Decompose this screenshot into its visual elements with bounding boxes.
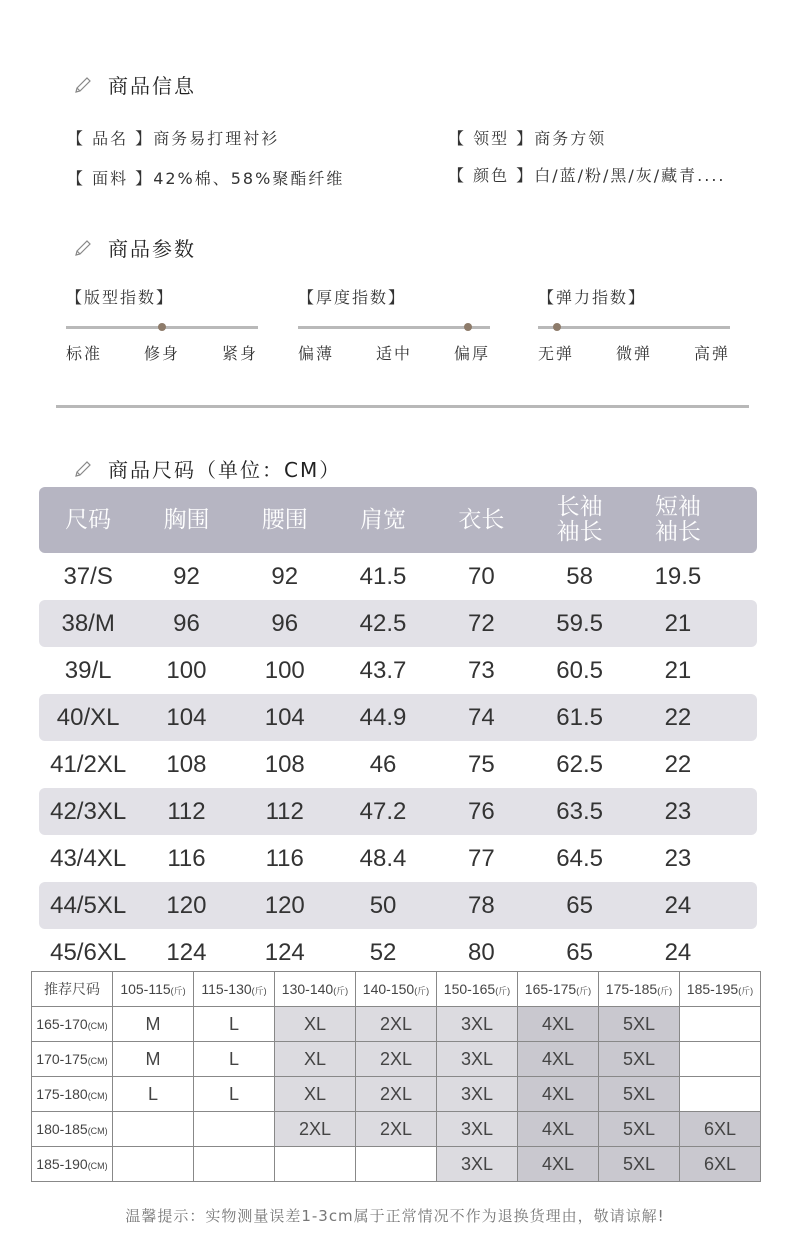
meter-track (66, 326, 258, 329)
collar-row (448, 126, 606, 149)
height-range: 185-190 (36, 1156, 88, 1172)
size-cell: 75 (467, 750, 495, 778)
size-cell: 22 (664, 750, 692, 778)
size-cell: 23 (664, 797, 692, 825)
pencil-icon (72, 237, 94, 259)
recommend-row (32, 1077, 761, 1112)
recommend-cell: 5XL (599, 1042, 680, 1077)
size-cell: 77 (467, 844, 495, 872)
recommend-cell: 3XL (437, 1112, 518, 1147)
size-section-title-text: 商品尺码（单位：CM） (108, 458, 342, 482)
meter-track (298, 326, 490, 329)
height-range: 180-185 (36, 1121, 88, 1137)
meter-track (538, 326, 730, 329)
weight-unit: (斤) (333, 986, 349, 996)
recommend-cell: 5XL (599, 1007, 680, 1042)
size-row (39, 694, 757, 741)
size-row (39, 929, 757, 976)
weight-header-cell (437, 972, 518, 1007)
size-cell: 65 (566, 938, 593, 966)
size-cell: 61.5 (556, 703, 603, 731)
size-cell: 63.5 (556, 797, 603, 825)
recommend-cell: 5XL (599, 1077, 680, 1112)
name-label: 【 品名 】 (67, 129, 154, 148)
size-cell: 80 (467, 938, 495, 966)
recommend-cell: 4XL (518, 1007, 599, 1042)
size-cell: 37/S (63, 562, 113, 590)
height-unit: (CM) (87, 1126, 108, 1136)
recommend-cell (194, 1147, 275, 1182)
weight-range: 140-150 (362, 981, 415, 997)
size-cell: 44/5XL (50, 891, 127, 919)
size-row (39, 647, 757, 694)
product-params-title (72, 233, 196, 262)
meter-label: 偏厚 (453, 344, 490, 363)
size-cell: 42.5 (359, 609, 407, 637)
size-cell: 43/4XL (50, 844, 127, 872)
color-value: 白/蓝/粉/黑/灰/藏青.... (534, 166, 726, 185)
size-cell: 42/3XL (50, 797, 127, 825)
meter-label: 高弹 (693, 344, 730, 363)
size-table-body (39, 553, 757, 976)
size-cell: 74 (467, 703, 495, 731)
height-cell (32, 1077, 113, 1112)
size-cell: 19.5 (654, 562, 702, 590)
meter-label: 紧身 (221, 344, 258, 363)
recommend-cell: M (113, 1042, 194, 1077)
recommend-cell: 3XL (437, 1042, 518, 1077)
weight-range: 150-165 (443, 981, 496, 997)
height-unit: (CM) (87, 1021, 108, 1031)
recommend-cell: XL (275, 1042, 356, 1077)
size-cell: 43.7 (359, 656, 407, 684)
size-cell: 22 (664, 703, 692, 731)
size-cell: 41.5 (359, 562, 407, 590)
pencil-icon (72, 458, 94, 480)
product-params-title-text: 商品参数 (108, 237, 196, 261)
size-table-header (39, 487, 757, 553)
size-cell: 92 (271, 562, 299, 590)
size-header-cell: 肩宽 (360, 506, 407, 533)
size-cell: 24 (664, 891, 692, 919)
name-row (67, 126, 279, 149)
size-cell: 72 (467, 609, 495, 637)
fit-meter (66, 285, 266, 364)
size-cell: 44.9 (359, 703, 407, 731)
size-cell: 120 (264, 891, 305, 919)
recommend-cell: 6XL (680, 1112, 761, 1147)
size-cell: 41/2XL (50, 750, 127, 778)
size-header-cell: 长袖 袖长 (556, 494, 603, 545)
recommend-row (32, 1112, 761, 1147)
height-range: 170-175 (36, 1051, 88, 1067)
size-header-cell: 衣长 (458, 506, 505, 533)
size-cell: 104 (166, 703, 207, 731)
recommend-cell: 4XL (518, 1042, 599, 1077)
size-cell: 78 (467, 891, 495, 919)
recommend-cell (113, 1147, 194, 1182)
recommend-cell: L (194, 1007, 275, 1042)
size-cell: 92 (173, 562, 200, 590)
name-value: 商务易打理衬衫 (153, 129, 280, 148)
recommend-cell: 6XL (680, 1147, 761, 1182)
recommend-cell (680, 1042, 761, 1077)
height-unit: (CM) (87, 1091, 108, 1101)
meter-title: 【版型指数】 (66, 288, 175, 307)
height-cell (32, 1147, 113, 1182)
size-row (39, 741, 757, 788)
size-row (39, 600, 757, 647)
meter-label: 偏薄 (298, 344, 335, 363)
recommend-cell: 2XL (356, 1077, 437, 1112)
meter-label: 微弹 (615, 344, 652, 363)
weight-unit: (斤) (576, 986, 592, 996)
meter-label: 修身 (143, 344, 180, 363)
size-cell: 65 (566, 891, 593, 919)
size-cell: 58 (566, 562, 593, 590)
recommend-cell: 2XL (275, 1112, 356, 1147)
fabric-row (67, 166, 344, 189)
size-cell: 23 (664, 844, 692, 872)
weight-unit: (斤) (495, 986, 511, 996)
weight-header-cell (680, 972, 761, 1007)
size-row (39, 788, 757, 835)
size-cell: 112 (167, 797, 206, 825)
recommend-cell: 3XL (437, 1147, 518, 1182)
size-cell: 96 (271, 609, 299, 637)
weight-range: 105-115 (120, 981, 171, 997)
size-cell: 100 (166, 656, 207, 684)
weight-unit: (斤) (657, 986, 673, 996)
recommend-cell: 4XL (518, 1147, 599, 1182)
size-header-cell: 腰围 (261, 506, 308, 533)
size-cell: 48.4 (359, 844, 407, 872)
height-range: 175-180 (36, 1086, 88, 1102)
size-cell: 46 (369, 750, 397, 778)
weight-range: 175-185 (605, 981, 658, 997)
recommend-cell: 2XL (356, 1112, 437, 1147)
thickness-meter (298, 285, 498, 364)
recommend-table (31, 971, 761, 1182)
weight-unit: (斤) (738, 986, 754, 996)
meter-title: 【弹力指数】 (538, 288, 647, 307)
fabric-value: 42%棉、58%聚酯纤维 (153, 169, 345, 188)
size-cell: 59.5 (556, 609, 603, 637)
size-header-cell: 尺码 (65, 506, 112, 533)
size-cell: 45/6XL (50, 938, 127, 966)
size-cell: 73 (467, 656, 495, 684)
recommend-cell (275, 1147, 356, 1182)
size-cell: 116 (167, 844, 206, 872)
size-section-title (72, 454, 341, 483)
size-cell: 108 (166, 750, 207, 778)
size-cell: 24 (664, 938, 692, 966)
recommend-cell: M (113, 1007, 194, 1042)
size-cell: 124 (264, 938, 305, 966)
height-cell (32, 1042, 113, 1077)
footer-note: 温馨提示：实物测量误差1-3cm属于正常情况不作为退换货理由，敬请谅解! (125, 1207, 665, 1225)
meter-dot (464, 323, 472, 331)
size-cell: 108 (264, 750, 305, 778)
weight-header-cell (275, 972, 356, 1007)
height-unit: (CM) (87, 1056, 108, 1066)
size-cell: 21 (664, 609, 692, 637)
product-info-title-text: 商品信息 (108, 74, 196, 98)
recommend-cell (356, 1147, 437, 1182)
recommend-cell: 5XL (599, 1147, 680, 1182)
height-range: 165-170 (36, 1016, 88, 1032)
recommend-cell: 2XL (356, 1042, 437, 1077)
recommend-header-row (32, 972, 761, 1007)
recommend-cell (680, 1077, 761, 1112)
recommend-cell: L (113, 1077, 194, 1112)
meter-label: 适中 (375, 344, 412, 363)
recommend-cell: 4XL (518, 1077, 599, 1112)
recommend-row (32, 1042, 761, 1077)
size-header-cell: 短袖 袖长 (654, 494, 701, 545)
recommend-row (32, 1147, 761, 1182)
meter-label: 标准 (66, 344, 103, 363)
weight-header-cell (518, 972, 599, 1007)
size-cell: 64.5 (556, 844, 603, 872)
pencil-icon (72, 74, 94, 96)
weight-header-cell (599, 972, 680, 1007)
size-cell: 47.2 (359, 797, 407, 825)
size-cell: 104 (264, 703, 305, 731)
weight-range: 185-195 (686, 981, 739, 997)
recommend-cell: 2XL (356, 1007, 437, 1042)
recommend-cell: 3XL (437, 1077, 518, 1112)
size-row (39, 835, 757, 882)
size-cell: 120 (166, 891, 207, 919)
meter-label: 无弹 (538, 344, 575, 363)
size-cell: 40/XL (56, 703, 120, 731)
section-divider (56, 405, 749, 408)
size-cell: 62.5 (556, 750, 603, 778)
size-cell: 70 (467, 562, 495, 590)
recommend-cell (194, 1112, 275, 1147)
recommend-cell (113, 1112, 194, 1147)
size-cell: 116 (265, 844, 304, 872)
size-cell: 21 (664, 656, 692, 684)
weight-unit: (斤) (251, 986, 267, 996)
size-cell: 52 (369, 938, 397, 966)
size-cell: 96 (173, 609, 200, 637)
size-row (39, 882, 757, 929)
recommend-cell: XL (275, 1077, 356, 1112)
height-cell (32, 1007, 113, 1042)
weight-unit: (斤) (414, 986, 430, 996)
product-info-title (72, 70, 196, 99)
size-cell: 76 (467, 797, 495, 825)
meter-title: 【厚度指数】 (298, 288, 407, 307)
size-cell: 39/L (64, 656, 112, 684)
recommend-cell: XL (275, 1007, 356, 1042)
collar-value: 商务方领 (534, 129, 607, 148)
size-row (39, 553, 757, 600)
weight-range: 130-140 (281, 981, 334, 997)
size-cell: 60.5 (556, 656, 603, 684)
recommend-cell: 5XL (599, 1112, 680, 1147)
recommend-cell: 3XL (437, 1007, 518, 1042)
recommend-cell: L (194, 1077, 275, 1112)
recommend-row (32, 1007, 761, 1042)
height-unit: (CM) (87, 1161, 108, 1171)
size-table (39, 487, 757, 976)
size-cell: 100 (264, 656, 305, 684)
color-label: 【 颜色 】 (448, 166, 535, 185)
meter-dot (158, 323, 166, 331)
meter-dot (553, 323, 561, 331)
weight-range: 115-130 (201, 981, 252, 997)
elasticity-meter (538, 285, 738, 364)
weight-header-cell (113, 972, 194, 1007)
height-cell (32, 1112, 113, 1147)
recommend-cell (680, 1007, 761, 1042)
recommend-corner: 推荐尺码 (32, 972, 113, 1007)
collar-label: 【 领型 】 (448, 129, 535, 148)
weight-header-cell (194, 972, 275, 1007)
size-cell: 112 (265, 797, 304, 825)
size-cell: 50 (369, 891, 397, 919)
color-row (448, 163, 726, 186)
size-header-cell: 胸围 (163, 506, 210, 533)
weight-range: 165-175 (524, 981, 577, 997)
weight-header-cell (356, 972, 437, 1007)
recommend-cell: L (194, 1042, 275, 1077)
weight-unit: (斤) (170, 986, 186, 996)
size-cell: 124 (166, 938, 207, 966)
fabric-label: 【 面料 】 (67, 169, 154, 188)
recommend-cell: 4XL (518, 1112, 599, 1147)
size-cell: 38/M (61, 609, 115, 637)
